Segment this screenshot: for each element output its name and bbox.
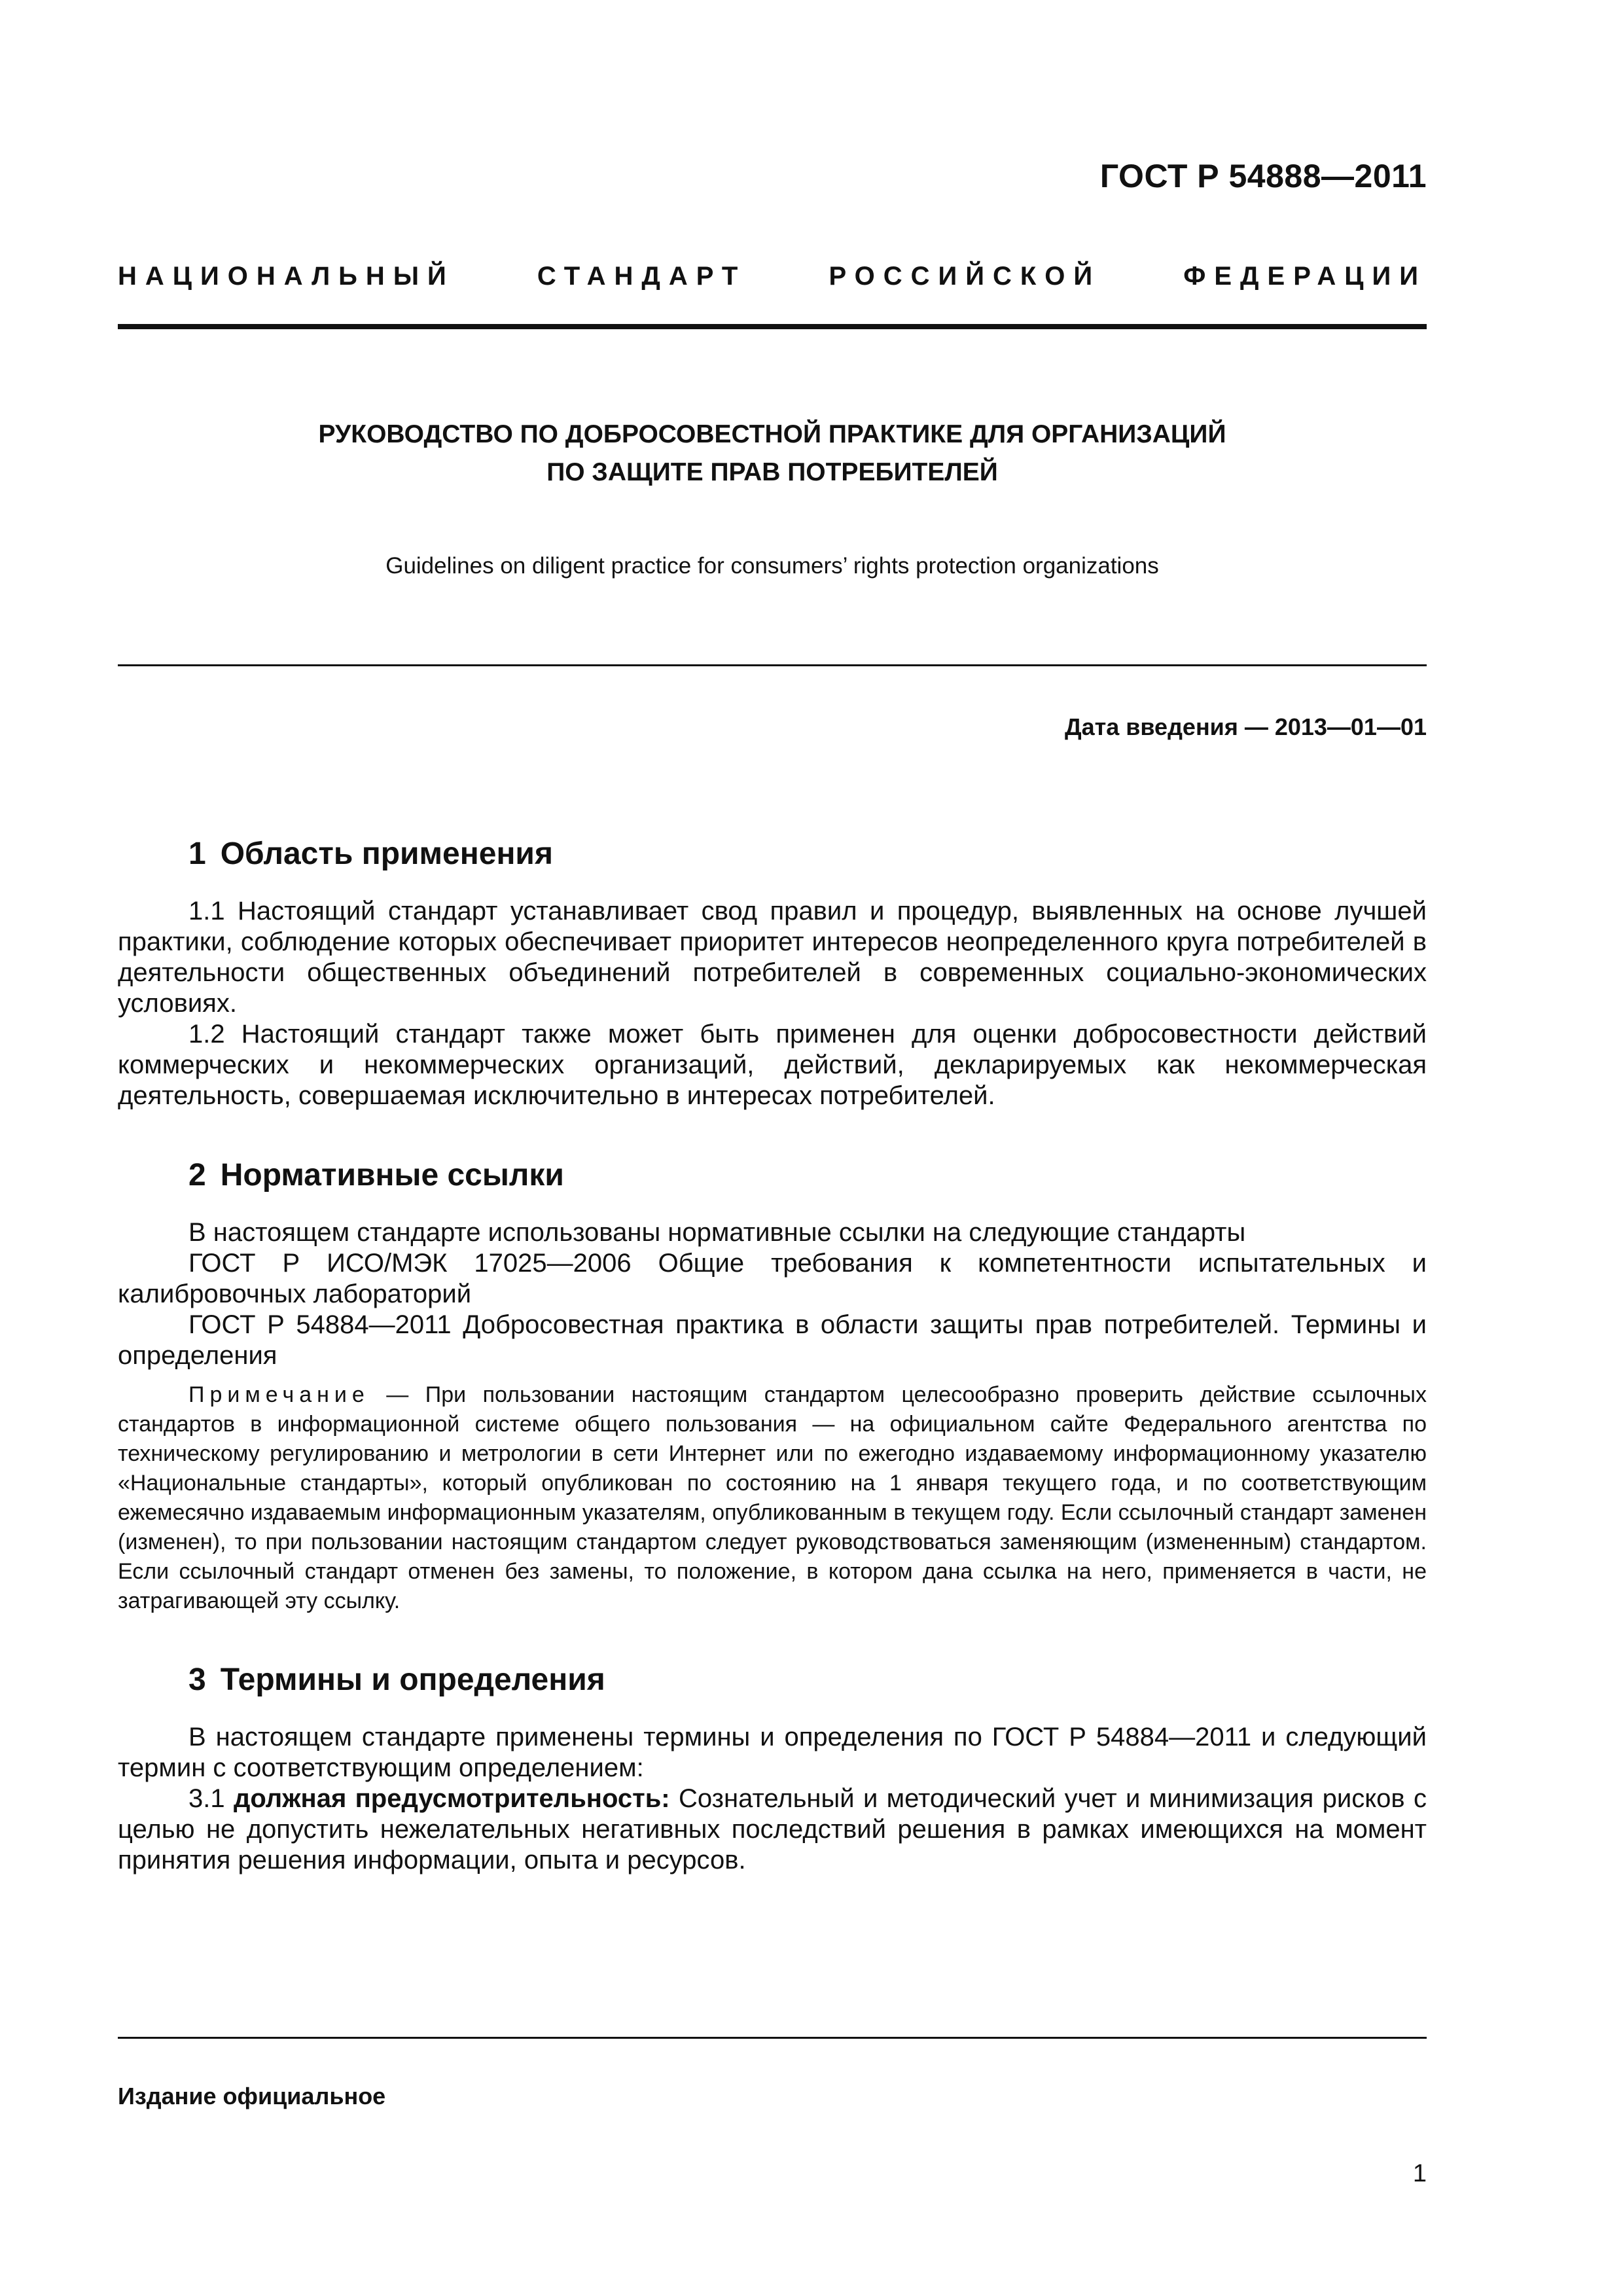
- section-terms-definitions: [118, 1660, 1427, 1876]
- title-line-2: ПО ЗАЩИТЕ ПРАВ ПОТРЕБИТЕЛЕЙ: [546, 458, 998, 486]
- page-number: 1: [1412, 2160, 1427, 2187]
- introduction-date: Дата введения — 2013—01—01: [1064, 713, 1427, 740]
- note: [118, 1380, 1427, 1616]
- paragraph: В настоящем стандарте использованы нормативные ссылки на следующие стандарты: [188, 1218, 1246, 1247]
- header-rule: [118, 324, 1427, 329]
- section-title: Термины и определения: [220, 1662, 605, 1697]
- note-text: — При пользовании настоящим стандартом целесообразно проверить действие ссылочных стандартов в информационной системе общего пользования — на официальном сайте Федерального агентства по техническому регулированию и метрологии в сети Интернет или по ежегодно издаваемому информационному указателю «Национальные стандарты», который опубликован по состоянию на 1 января текущего года, и по соответствующим ежемесячно издаваемым информационным указателям, опубликованным в текущем году. Если ссылочный стандарт заменен (изменен), то при пользовании настоящим стандартом следует руководствоваться заменяющим (измененным) стандартом. Если ссылочный стандарт отменен без замены, то положение, в котором дана ссылка на него, применяется в части, не затрагивающей эту ссылку.: [118, 1382, 1427, 1613]
- document-body: [118, 834, 1427, 1876]
- reference-item: ГОСТ Р 54884—2011 Добросовестная практика в области защиты прав потребителей. Термины и определения: [118, 1310, 1427, 1370]
- section-title: Нормативные ссылки: [220, 1158, 564, 1193]
- section-number: 3: [188, 1662, 206, 1697]
- document-code: ГОСТ Р 54888—2011: [1099, 158, 1427, 194]
- edition-label: Издание официальное: [118, 2083, 386, 2109]
- note-label: Примечание: [188, 1382, 370, 1407]
- national-standard-line: [118, 262, 1427, 291]
- national-word-1: НАЦИОНАЛЬНЫЙ: [118, 262, 455, 291]
- section-number: 2: [188, 1158, 206, 1193]
- national-word-4: ФЕДЕРАЦИИ: [1183, 262, 1427, 291]
- paragraph: 1.1 Настоящий стандарт устанавливает свод правил и процедур, выявленных на основе лучшей практики, соблюдение которых обеспечивает приоритет интересов неопределенного круга потребителей в деятельности общественных объединений потребителей в современных социально-экономических условиях.: [118, 897, 1427, 1018]
- national-word-2: СТАНДАРТ: [537, 262, 747, 291]
- term-number: 3.1: [188, 1784, 234, 1813]
- reference-item: ГОСТ Р ИСО/МЭК 17025—2006 Общие требования к компетентности испытательных и калибровочных лабораторий: [118, 1249, 1427, 1308]
- section-heading: [118, 1660, 1427, 1700]
- section-heading: [118, 834, 1427, 874]
- section-scope: [118, 834, 1427, 1111]
- national-word-3: РОССИЙСКОЙ: [829, 262, 1101, 291]
- definition: Сознательный и методический учет и минимизация рисков с целью не допустить нежелательных негативных последствий решения в рамках имеющихся на момент принятия решения информации, опыта и ресурсов.: [118, 1784, 1427, 1874]
- paragraph: 1.2 Настоящий стандарт также может быть применен для оценки добросовестности действий коммерческих и некоммерческих организаций, действий, декларируемых как некоммерческая деятельность, совершаемая исключительно в интересах потребителей.: [118, 1020, 1427, 1110]
- section-number: 1: [188, 836, 206, 871]
- section-normative-references: [118, 1156, 1427, 1616]
- english-title: Guidelines on diligent practice for consumers’ rights protection organizations: [385, 553, 1159, 579]
- title-line-1: РУКОВОДСТВО ПО ДОБРОСОВЕСТНОЙ ПРАКТИКЕ ДЛЯ ОРГАНИЗАЦИЙ: [318, 420, 1226, 448]
- document-title: [118, 416, 1427, 492]
- term: должная предусмотрительность:: [233, 1784, 670, 1813]
- title-rule: [118, 664, 1427, 666]
- section-heading: [118, 1156, 1427, 1195]
- section-title: Область применения: [220, 836, 553, 871]
- paragraph: В настоящем стандарте применены термины и определения по ГОСТ Р 54884—2011 и следующий термин с соответствующим определением:: [118, 1723, 1427, 1782]
- term-definition: [118, 1784, 1427, 1876]
- footer-rule: [118, 2037, 1427, 2039]
